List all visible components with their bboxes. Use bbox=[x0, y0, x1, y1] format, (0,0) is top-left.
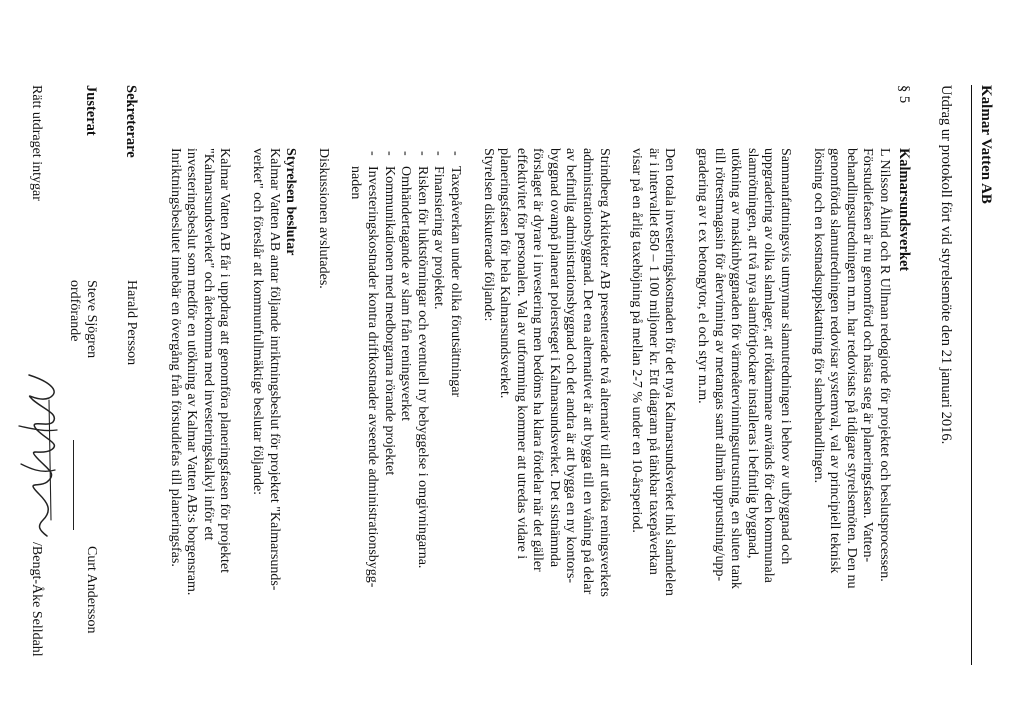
text-line: visar på en årlig taxehöjning på mellan 2-7 % under en 10-årsperiod. bbox=[629, 148, 645, 533]
chair-role: ordförande bbox=[67, 280, 82, 342]
protocol-body bbox=[150, 148, 892, 718]
attester-name: Curt Andersson bbox=[84, 546, 99, 634]
text-line: Diskussionen avslutades. bbox=[315, 148, 331, 289]
text-line: byggnad ovanpå planerat polersteget i Kalmarsundsverket. Det sistnämnda bbox=[546, 148, 562, 568]
text-line: Strindberg Arkitekter AB presenterade två alternativ till att utöka reningsverkets bbox=[596, 148, 612, 597]
text-line: effektivitet för personalen. Val av utformning kommer att utredas vidare i bbox=[513, 148, 529, 560]
text-line: gradering av t ex betongytor, el och styr m.m. bbox=[695, 148, 711, 404]
text-line: verket" och föreslår att kommunfullmäktige beslutar följande: bbox=[250, 148, 265, 496]
list-item: - Investeringskostnader kontra driftkostnader avseende administrationsbygg- bbox=[363, 148, 380, 718]
list-item: - Omhändertagande av slam från reningsverket bbox=[397, 148, 414, 718]
discussion-list bbox=[347, 148, 463, 718]
decision-block bbox=[248, 148, 298, 718]
text-line: genomförda slamutredningen redovisar systemval, val av principiell teknisk bbox=[827, 148, 843, 574]
paragraph-2 bbox=[693, 148, 793, 718]
paragraph-number: § 5 bbox=[896, 85, 912, 104]
certifier-name: /Bengt-Åke Selldahl bbox=[29, 542, 44, 657]
text-line: Kalmar Vatten AB får i uppdrag att genomföra planeringsfasen för projektet bbox=[217, 148, 233, 574]
text-line: av befintlig administrationsbyggnad och det andra är att bygga en ny kontors- bbox=[563, 148, 579, 584]
decision-heading: Styrelsen beslutar bbox=[283, 148, 299, 256]
section-title: Kalmarsundsverket bbox=[896, 148, 912, 272]
text-line: Styrelsen diskuterade följande: bbox=[480, 148, 496, 322]
signature-line bbox=[73, 440, 74, 530]
decision-text bbox=[166, 148, 232, 718]
handwritten-signature bbox=[14, 370, 69, 540]
text-line: behandlingsutredningen m.m. har redovisats på tidigare styrelsemöten. Den nu bbox=[843, 148, 859, 589]
text-line: Sammanfattningsvis utmynnar slamutredningen i behov av utbyggnad och bbox=[778, 148, 794, 565]
secretary-label: Sekreterare bbox=[123, 85, 139, 158]
text-line: planeringsfasen för hela Kalmarsundsverket. bbox=[497, 148, 513, 399]
text-line: förslaget är dyrare i investering men bedöms ha klara fördelar när det gäller bbox=[530, 148, 546, 572]
text-line: utökning av maskinbyggnaden för värmeåtervinningsutrustning, en sluten tank bbox=[728, 148, 744, 589]
attest-label: Justerat bbox=[83, 85, 99, 136]
list-item: - Kommunikationen med medborgarna rörande projektet bbox=[380, 148, 397, 718]
paragraph-4 bbox=[479, 148, 612, 718]
text-line: administrationsbyggnad. Det ena alternativet är att bygga till en våning på delar bbox=[580, 148, 596, 595]
text-line: L Nilsson Ålind och R Ullman redogjorde för projektet och beslutsprocessen. bbox=[877, 148, 892, 582]
text-line: "Kalmarsundsverket" och återkomma med investeringskalkyl inför ett bbox=[200, 148, 216, 541]
certify-label: Rätt utdraget intygar bbox=[29, 85, 44, 201]
text-line: uppgradering av olika slamlager, att rötkammare används för den kommunala bbox=[761, 148, 777, 583]
list-item: - Taxepåverkan under olika förutsättningar bbox=[446, 148, 463, 718]
protocol-excerpt-line: Utdrag ur protokoll fört vid styrelsemöte den 21 januari 2016. bbox=[938, 85, 954, 445]
list-item-continuation: naden bbox=[348, 166, 364, 200]
list-item: - Risken för luktstörningar och eventuell ny bebyggelse i omgivningarna. bbox=[413, 148, 430, 718]
text-line: lösning och en kostnadsuppskattning för slambehandlingen. bbox=[810, 148, 826, 484]
text-line: är i intervallet 850 – 1 100 miljoner kr. Ett diagram på tänkbar taxepåverkan bbox=[645, 148, 661, 575]
list-item: - Finansiering av projektet. bbox=[430, 148, 447, 718]
header-rule bbox=[971, 85, 972, 665]
paragraph-1 bbox=[809, 148, 892, 718]
paragraph-3 bbox=[628, 148, 678, 718]
text-line: investeringsbeslut som medför en utökning av Kalmar Vatten AB:s borgensram. bbox=[184, 148, 200, 596]
text-line: Kalmar Vatten AB antar följande inriktningsbeslut för projektet "Kalmarsunds- bbox=[266, 148, 282, 591]
chair-name: Steve Sjögren bbox=[84, 280, 99, 359]
text-line: Den totala investeringskostnaden för det nya Kalmarsundsverket inkl slamdelen bbox=[662, 148, 678, 596]
text-line: till rötrestmagasin för återvinning av metangas samt allmän upprustning/upp- bbox=[711, 148, 727, 582]
text-line: Inriktningsbeslutet innebär en övergång från förstudiefas till planeringsfas. bbox=[167, 148, 183, 567]
text-line: Förstudiefasen är nu genomförd och nästa steg är planeringsfasen. Vatten- bbox=[860, 148, 876, 563]
text-line: slamrötningen, att två nya slamförtjockare installeras i befintlig byggnad, bbox=[744, 148, 760, 559]
secretary-name: Harald Persson bbox=[124, 280, 139, 366]
discussion-closing bbox=[314, 148, 331, 718]
organization-name: Kalmar Vatten AB bbox=[978, 85, 994, 204]
